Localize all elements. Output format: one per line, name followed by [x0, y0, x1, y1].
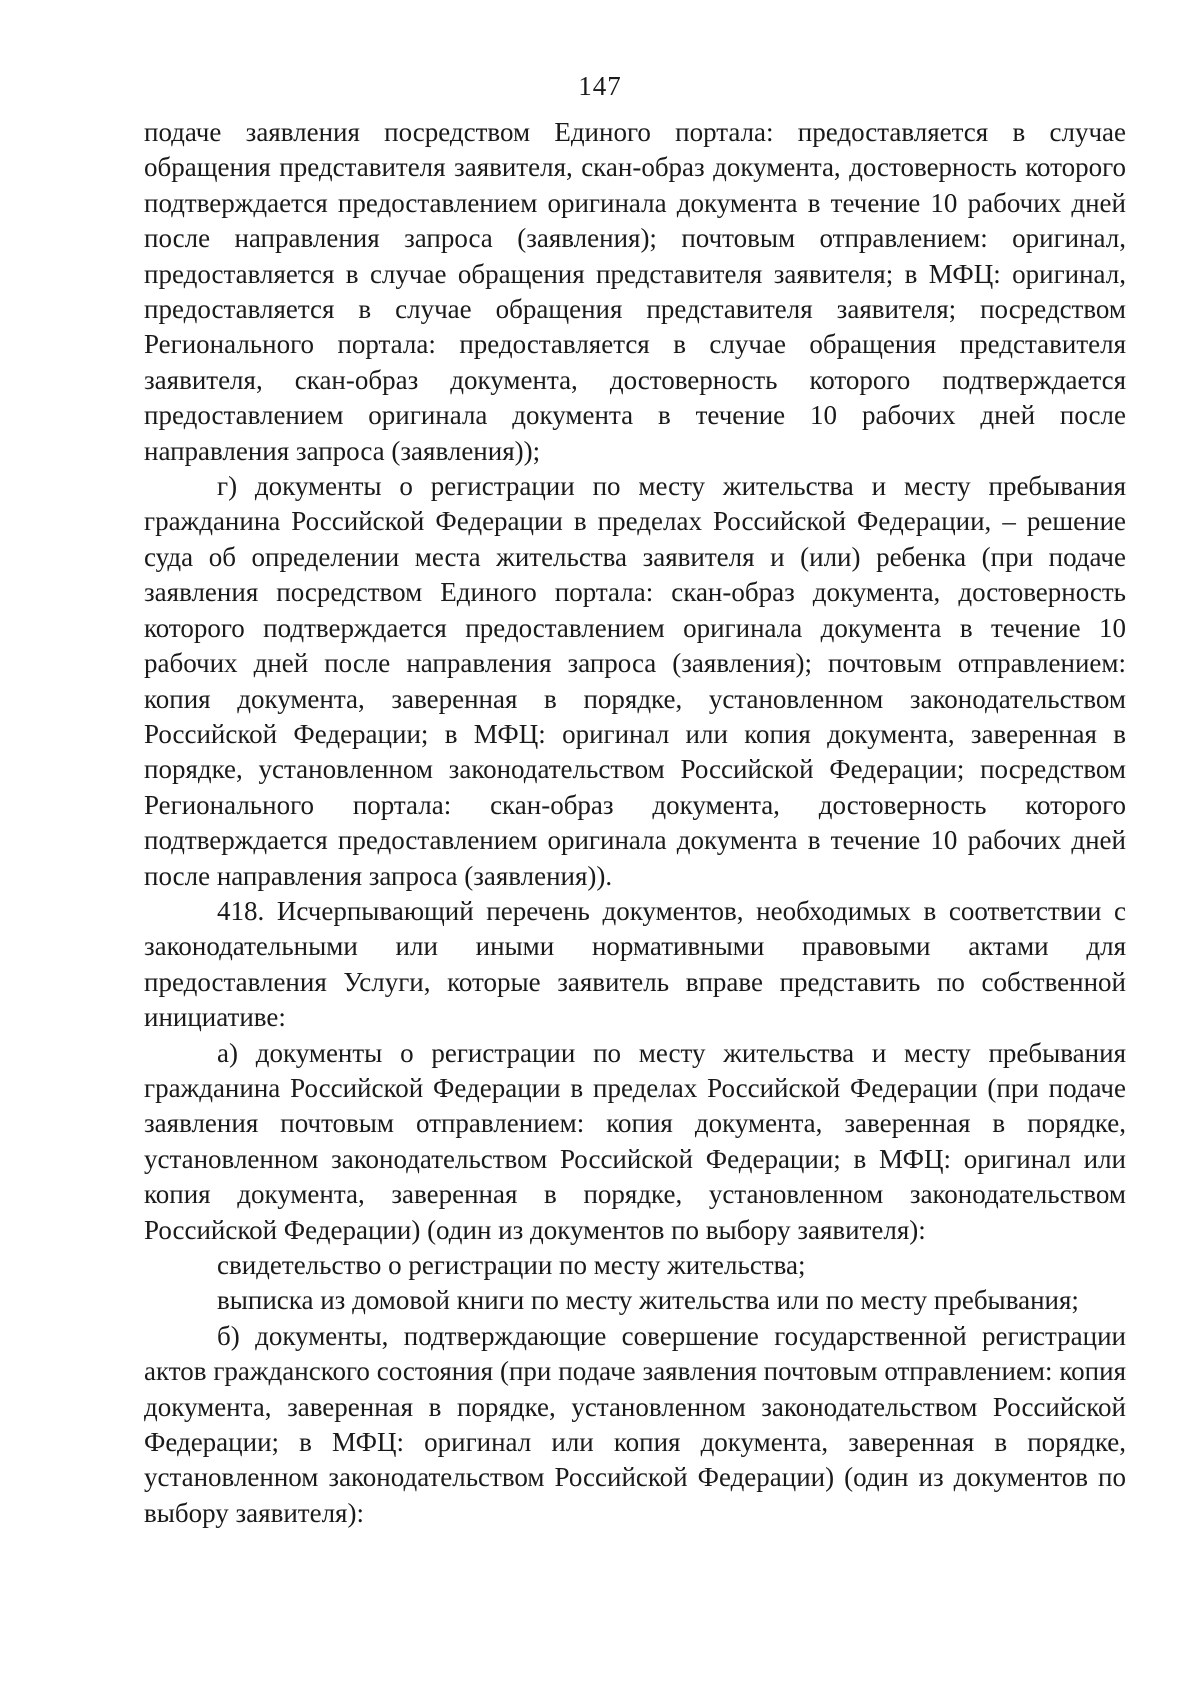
paragraph-item-a: а) документы о регистрации по месту жительства и месту пребывания гражданина Российской Федерации в пределах Российской Федерации (при подаче заявления почтовым отправлением: копия документа, заверенная в порядке, установленном законодательством Российской Федерации; в МФЦ: оригинал или копия документа, заверенная в порядке, установленном законодательством Российской Федерации) (один из документов по выбору заявителя):: [144, 1037, 1126, 1245]
document-body: [144, 115, 1126, 1531]
paragraph-item-b: б) документы, подтверждающие совершение государственной регистрации актов гражданского состояния (при подаче заявления почтовым отправлением: копия документа, заверенная в порядке, установленном законодательством Российской Федерации; в МФЦ: оригинал или копия документа, заверенная в порядке, установленном законодательством Российской Федерации) (один из документов по выбору заявителя):: [144, 1320, 1126, 1528]
paragraph-house-book-extract: выписка из домовой книги по месту жительства или по месту пребывания;: [217, 1285, 1079, 1316]
paragraph-clause-418: 418. Исчерпывающий перечень документов, необходимых в соответствии с законодательными или иными нормативными правовыми актами для предоставления Услуги, которые заявитель вправе представить по собственной инициативе:: [144, 895, 1126, 1033]
paragraph-continuation: подаче заявления посредством Единого портала: предоставляется в случае обращения представителя заявителя, скан-образ документа, достоверность которого подтверждается предоставлением оригинала документа в течение 10 рабочих дней после направления запроса (заявления); почтовым отправлением: оригинал, предоставляется в случае обращения представителя заявителя; в МФЦ: оригинал, предоставляется в случае обращения представителя заявителя; посредством Регионального портала: предоставляется в случае обращения представителя заявителя, скан-образ документа, достоверность которого подтверждается предоставлением оригинала документа в течение 10 рабочих дней после направления запроса (заявления));: [144, 117, 1126, 466]
page-number: 147: [578, 71, 622, 101]
paragraph-item-g: г) документы о регистрации по месту жительства и месту пребывания гражданина Российской Федерации в пределах Российской Федерации, – решение суда об определении места жительства заявителя и (или) ребенка (при подаче заявления посредством Единого портала: скан-образ документа, достоверность которого подтверждается предоставлением оригинала документа в течение 10 рабочих дней после направления запроса (заявления); почтовым отправлением: копия документа, заверенная в порядке, установленном законодательством Российской Федерации; в МФЦ: оригинал или копия документа, заверенная в порядке, установленном законодательством Российской Федерации; посредством Регионального портала: скан-образ документа, достоверность которого подтверждается предоставлением оригинала документа в течение 10 рабочих дней после направления запроса (заявления)).: [144, 471, 1126, 891]
paragraph-registration-certificate: свидетельство о регистрации по месту жительства;: [217, 1250, 806, 1280]
